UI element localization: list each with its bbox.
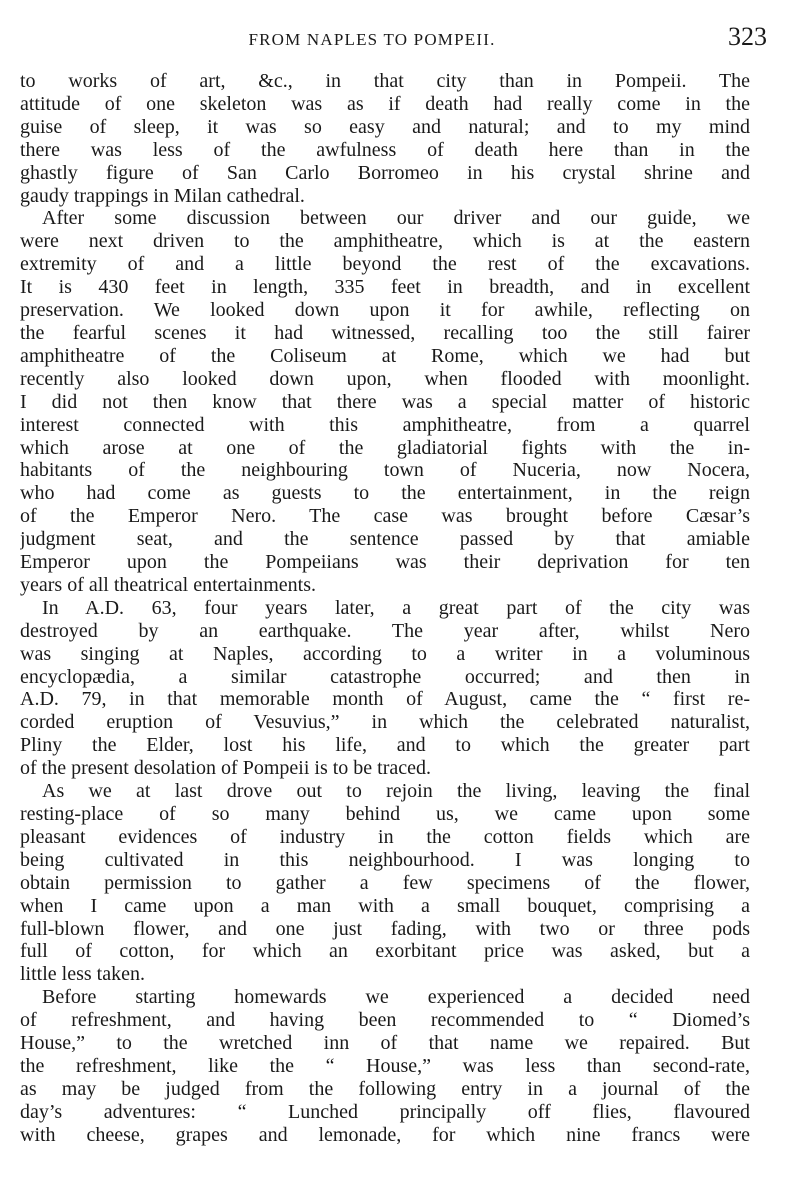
text-line: guise of sleep, it was so easy and natural; and to my mind (20, 115, 750, 138)
text-line: In A.D. 63, four years later, a great part of the city was (42, 596, 750, 619)
text-line: when I came upon a man with a small bouquet, comprising a (20, 894, 750, 917)
running-header (22, 22, 767, 52)
text-line: pleasant evidences of industry in the cotton fields which are (20, 825, 750, 848)
text-line: extremity of and a little beyond the rest of the excavations. (20, 253, 750, 276)
text-line: After some discussion between our driver and our guide, we (42, 207, 750, 230)
text-line: Emperor upon the Pompeiians was their deprivation for ten (20, 551, 750, 574)
text-line: were next driven to the amphitheatre, which is at the eastern (20, 230, 750, 253)
text-line: recently also looked down upon, when flooded with moonlight. (20, 367, 750, 390)
text-line: was singing at Naples, according to a writer in a voluminous (20, 642, 750, 665)
text-line: of the Emperor Nero. The case was brought before Cæsar’s (20, 505, 750, 528)
text-line: interest connected with this amphitheatre, from a quarrel (20, 413, 750, 436)
page-number: 323 (728, 22, 767, 51)
text-line: resting-place of so many behind us, we came upon some (20, 803, 750, 825)
text-line: obtain permission to gather a few specimens of the flower, (20, 871, 750, 894)
text-line: It is 430 feet in length, 335 feet in breadth, and in excellent (20, 276, 750, 299)
text-line: being cultivated in this neighbourhood. I was longing to (20, 848, 750, 871)
text-line: day’s adventures: “ Lunched principally off flies, flavoured (20, 1100, 750, 1123)
text-line: with cheese, grapes and lemonade, for which nine francs were (20, 1123, 750, 1146)
text-line: of the present desolation of Pompeii is to be traced. (20, 757, 432, 780)
text-line: As we at last drove out to rejoin the living, leaving the final (42, 780, 750, 803)
text-line: ghastly figure of San Carlo Borromeo in his crystal shrine and (20, 161, 750, 184)
text-line: as may be judged from the following entry in a journal of the (20, 1077, 750, 1100)
text-line: the fearful scenes it had witnessed, recalling too the still fairer (20, 321, 750, 344)
text-line: who had come as guests to the entertainment, in the reign (20, 482, 750, 505)
text-line: judgment seat, and the sentence passed by that amiable (20, 528, 750, 551)
text-line: little less taken. (20, 963, 145, 986)
text-line: attitude of one skeleton was as if death had really come in the (20, 92, 750, 115)
text-line: amphitheatre of the Coliseum at Rome, which we had but (20, 344, 750, 367)
body-text (20, 70, 750, 1147)
text-line: the refreshment, like the “ House,” was less than second-rate, (20, 1054, 750, 1077)
text-line: to works of art, &c., in that city than in Pompeii. The (20, 70, 750, 92)
text-line: Before starting homewards we experienced a decided need (42, 986, 750, 1009)
text-line: full-blown flower, and one just fading, with two or three pods (20, 917, 750, 940)
text-line: corded eruption of Vesuvius,” in which the celebrated naturalist, (20, 711, 750, 734)
text-line: of refreshment, and having been recommended to “ Diomed’s (20, 1009, 750, 1032)
text-line: there was less of the awfulness of death here than in the (20, 138, 750, 161)
text-line: I did not then know that there was a special matter of historic (20, 390, 750, 413)
text-line: gaudy trappings in Milan cathedral. (20, 184, 305, 207)
text-line: House,” to the wretched inn of that name we repaired. But (20, 1032, 750, 1055)
text-line: habitants of the neighbouring town of Nuceria, now Nocera, (20, 459, 750, 482)
text-line: A.D. 79, in that memorable month of August, came the “ first re- (20, 688, 750, 711)
text-line: full of cotton, for which an exorbitant price was asked, but a (20, 940, 750, 963)
text-line: which arose at one of the gladiatorial fights with the in- (20, 436, 750, 459)
text-line: Pliny the Elder, lost his life, and to which the greater part (20, 734, 750, 757)
text-line: years of all theatrical entertainments. (20, 573, 316, 596)
text-line: encyclopædia, a similar catastrophe occurred; and then in (20, 665, 750, 688)
text-line: destroyed by an earthquake. The year after, whilst Nero (20, 619, 750, 642)
text-line: preservation. We looked down upon it for awhile, reflecting on (20, 299, 750, 322)
running-title: FROM NAPLES TO POMPEII. (248, 30, 496, 49)
